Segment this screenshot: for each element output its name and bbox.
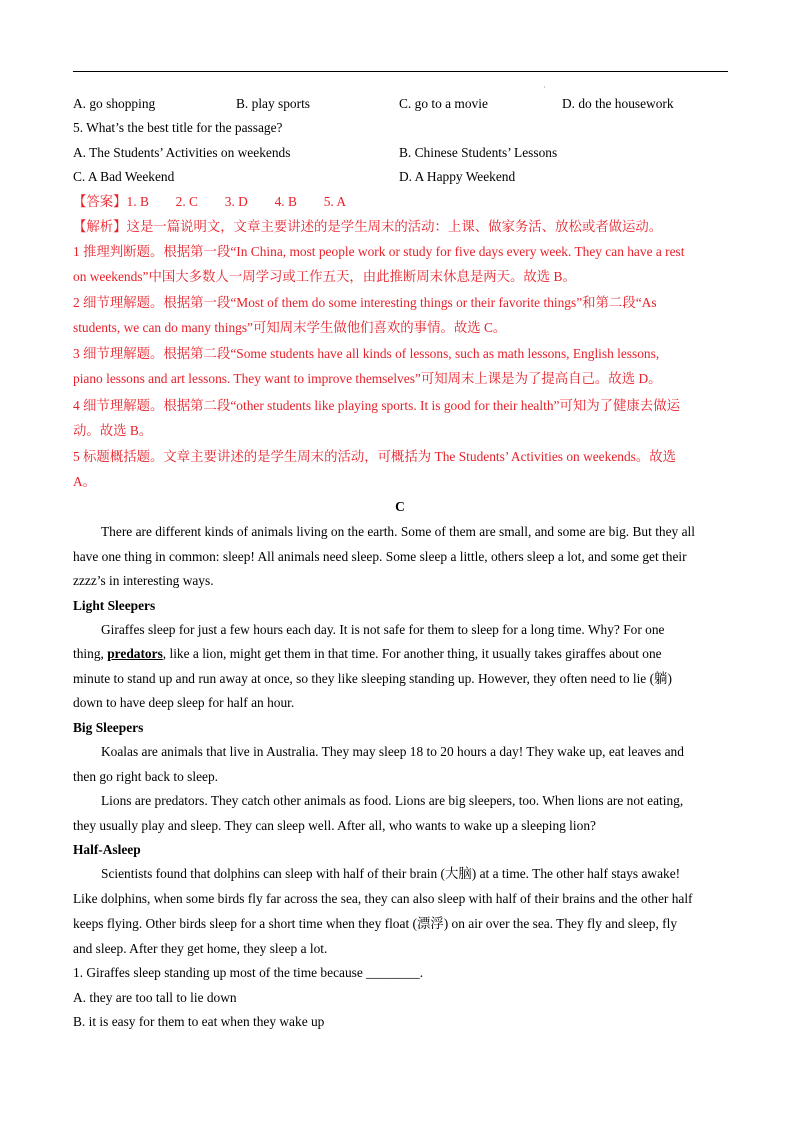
analysis-line: 5 标题概括题。文章主要讲述的是学生周末的活动，可概括为 The Students’ Activities on weekends。故选: [73, 449, 677, 464]
passage-line: Koalas are animals that live in Australia. They may sleep 18 to 20 hours a day! They wake up, eat leaves and: [101, 744, 684, 759]
passage-line: Scientists found that dolphins can sleep with half of their brain (大脑) at a time. The other half stays awake!: [101, 866, 681, 881]
option-d: D. do the housework: [562, 96, 674, 111]
passage-line: Like dolphins, when some birds fly far across the sea, they can also sleep with half of their brains and the other half: [73, 891, 693, 906]
analysis-line: 动。故选 B。: [73, 423, 153, 438]
q5-option-b: B. Chinese Students’ Lessons: [399, 145, 558, 160]
passage-line: Lions are predators. They catch other animals as food. Lions are big sleepers, too. When lions are not eating,: [101, 793, 684, 808]
passage-text: thing,: [73, 646, 108, 661]
question-1: 1. Giraffes sleep standing up most of the time because ________.: [73, 965, 424, 980]
passage-line: Giraffes sleep for just a few hours each day. It is not safe for them to sleep for a long time. Why? For one: [101, 622, 665, 637]
header-rule: [73, 71, 728, 72]
passage-line: and sleep. After they get home, they sleep a lot.: [73, 941, 328, 956]
q1-option-b: B. it is easy for them to eat when they wake up: [73, 1014, 325, 1029]
q5-option-a: A. The Students’ Activities on weekends: [73, 145, 291, 160]
analysis-line: 2 细节理解题。根据第一段“Most of them do some interesting things or their favorite things”和第二段“As: [73, 295, 657, 310]
passage-line: minute to stand up and run away at once, so they like sleeping standing up. However, they often need to lie (躺): [73, 671, 672, 686]
passage-text: , like a lion, might get them in that time. For another thing, it usually takes giraffes about one: [162, 646, 662, 661]
q5-option-d: D. A Happy Weekend: [399, 169, 516, 184]
passage-line: they usually play and sleep. They can sleep well. After all, who wants to wake up a sleeping lion?: [73, 818, 596, 833]
analysis-line: students, we can do many things”可知周末学生做他们喜欢的事情。故选 C。: [73, 320, 507, 335]
passage-line: There are different kinds of animals living on the earth. Some of them are small, and some are big. But they all: [101, 524, 695, 539]
passage-line: down to have deep sleep for half an hour.: [73, 695, 295, 710]
heading-big-sleepers: Big Sleepers: [73, 720, 144, 735]
passage-line: then go right back to sleep.: [73, 769, 219, 784]
passage-line: zzzz’s in interesting ways.: [73, 573, 214, 588]
q5-option-c: C. A Bad Weekend: [73, 169, 175, 184]
analysis-line: piano lessons and art lessons. They want to improve themselves”可知周末上课是为了提高自己。故选 D。: [73, 371, 662, 386]
heading-light-sleepers: Light Sleepers: [73, 598, 156, 613]
q1-option-a: A. they are too tall to lie down: [73, 990, 237, 1005]
analysis-intro: 【解析】这是一篇说明文，文章主要讲述的是学生周末的活动：上课、做家务活、放松或者做运动。: [73, 219, 663, 234]
analysis-line: 1 推理判断题。根据第一段“In China, most people work or study for five days every week. They can have a rest: [73, 244, 685, 259]
answer-line: 【答案】1. B 2. C 3. D 4. B 5. A: [73, 194, 347, 209]
section-letter: C: [395, 499, 405, 514]
passage-line: keeps flying. Other birds sleep for a short time when they float (漂浮) on air over the sea. They fly and sleep, fly: [73, 916, 678, 931]
question-5: 5. What’s the best title for the passage?: [73, 120, 283, 135]
option-b: B. play sports: [236, 96, 311, 111]
analysis-line: on weekends”中国大多数人一周学习或工作五天，由此推断周末休息是两天。故选 B。: [73, 269, 576, 284]
analysis-line: 3 细节理解题。根据第二段“Some students have all kinds of lessons, such as math lessons, English lessons,: [73, 346, 660, 361]
analysis-line: 4 细节理解题。根据第二段“other students like playing sports. It is good for their health”可知为了健康去做运: [73, 398, 680, 413]
underlined-word: predators: [107, 646, 163, 661]
passage-line: [73, 645, 662, 663]
option-a: A. go shopping: [73, 96, 156, 111]
header-dot: ·: [543, 83, 546, 92]
option-c: C. go to a movie: [399, 96, 488, 111]
analysis-line: A。: [73, 474, 97, 489]
passage-line: have one thing in common: sleep! All animals need sleep. Some sleep a little, others sleep a lot, and some get their: [73, 549, 687, 564]
heading-half-asleep: Half-Asleep: [73, 842, 141, 857]
